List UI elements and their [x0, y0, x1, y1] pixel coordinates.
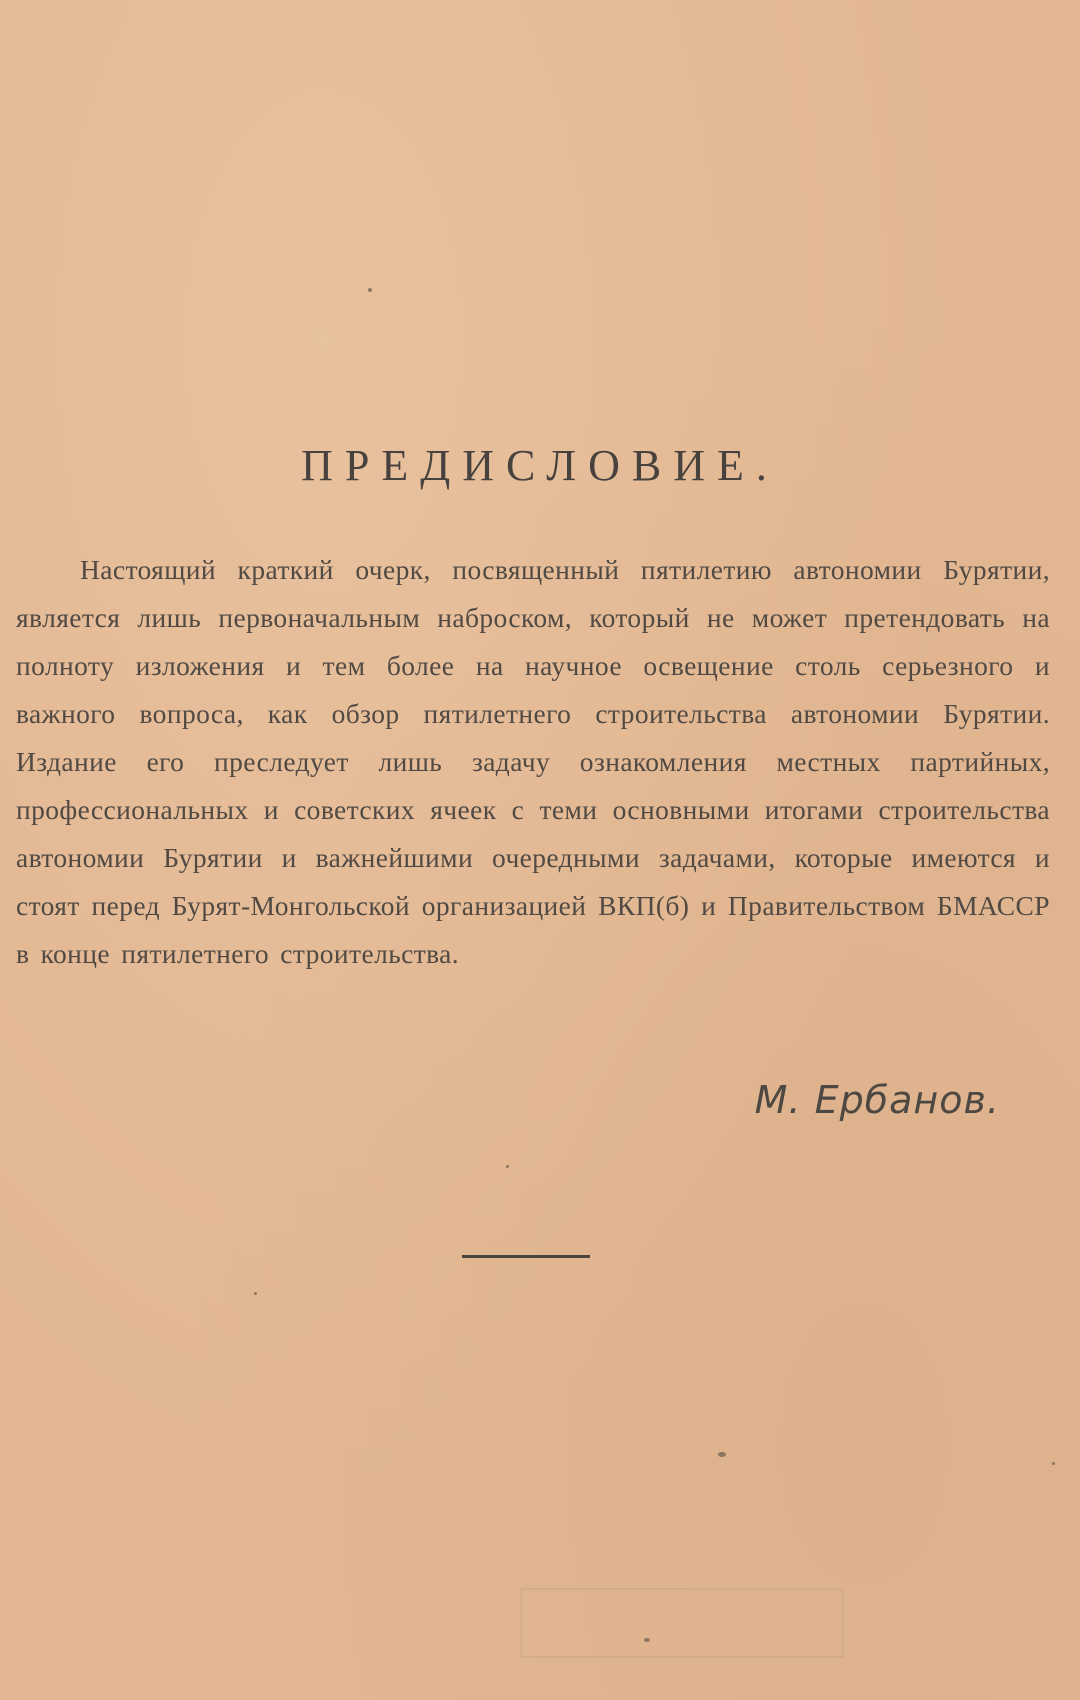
paper-speck [254, 1292, 257, 1295]
author-signature: М. Ербанов. [754, 1078, 1000, 1122]
faded-stamp [520, 1588, 844, 1658]
page-heading: ПРЕДИСЛОВИЕ. [301, 441, 779, 490]
paper-speck [368, 288, 372, 292]
preface-paragraph: Настоящий краткий очерк, посвященный пятилетию автономии Бурятии, является лишь первоначальным наброском, который не может претендовать на полноту изложения и тем более на научное освещение столь серьезного и важного вопроса, как обзор пятилетнего строительства автономии Бурятии. Издание его преследует лишь задачу ознакомления местных партийных, профессиональных и советских ячеек с теми основными итогами строительства автономии Бурятии и важнейшими очередными задачами, которые имеются и стоят перед Бурят-Монгольской организацией ВКП(б) и Правительством БМАССР в конце пятилетнего строительства. [16, 554, 1050, 969]
paper-speck [718, 1452, 726, 1457]
paper-speck [1052, 1462, 1055, 1465]
paper-speck [506, 1165, 509, 1168]
paper-speck [644, 1638, 650, 1642]
divider-rule [462, 1255, 590, 1258]
